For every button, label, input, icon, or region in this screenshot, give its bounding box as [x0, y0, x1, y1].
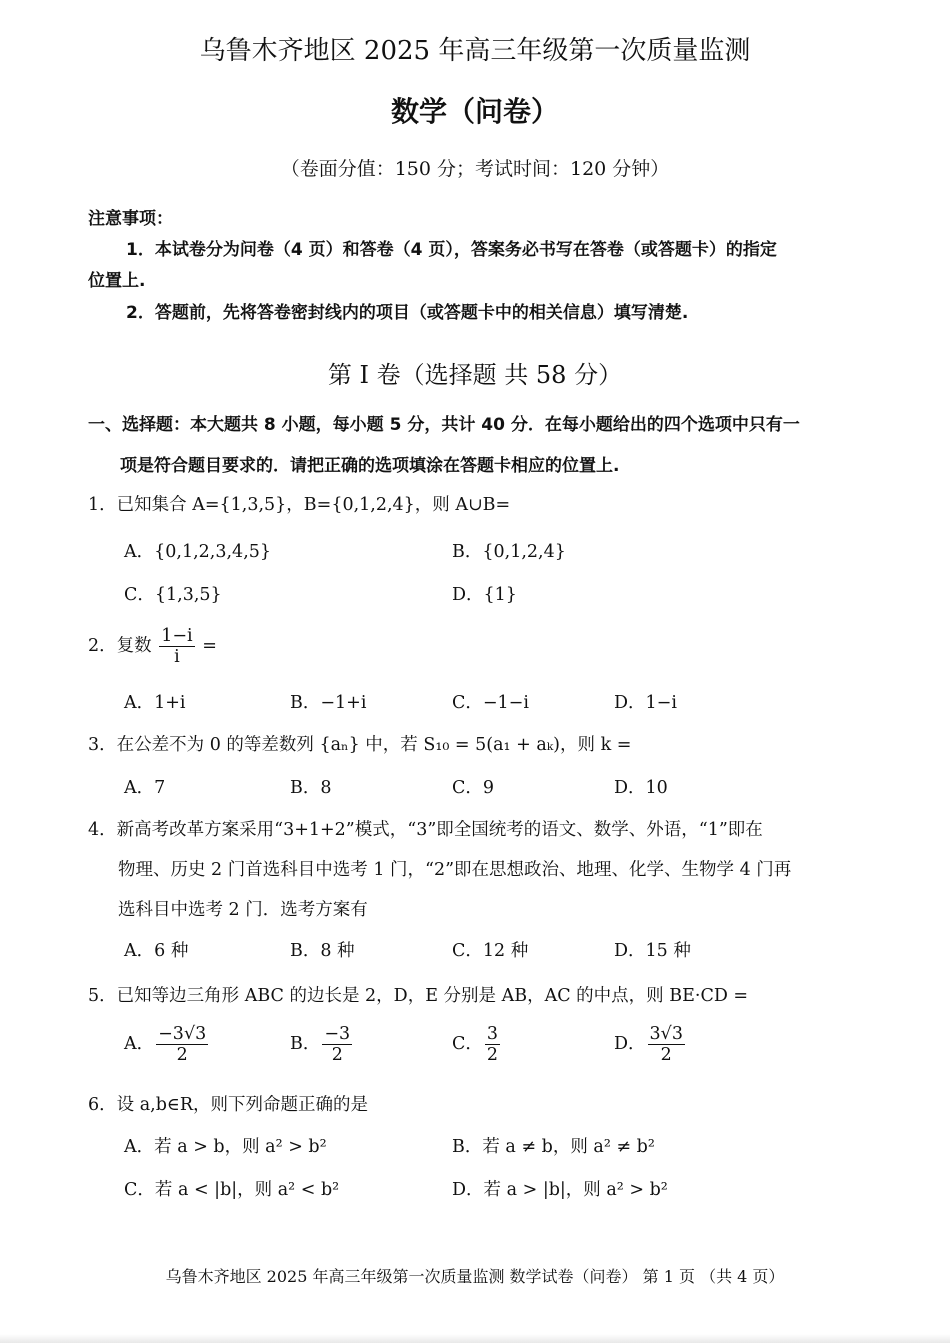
exam-title: 乌鲁木齐地区 2025 年高三年级第一次质量监测: [199, 36, 751, 66]
question-3-option-d: D．10: [614, 778, 668, 798]
question-5-option-b-label: B．: [290, 1034, 321, 1054]
question-5-option-d-label: D．: [614, 1034, 646, 1054]
question-2-option-b: B．−1+i: [290, 693, 367, 713]
question-2-fraction: [159, 626, 194, 667]
page-footer: 乌鲁木齐地区 2025 年高三年级第一次质量监测 数学试卷（问卷） 第 1 页 （共 4 页）: [165, 1267, 785, 1286]
question-1-stem: 1．已知集合 A={1,3,5}，B={0,1,2,4}，则 A∪B=: [88, 495, 511, 515]
notice-heading: 注意事项：: [88, 209, 173, 229]
question-2-denominator: i: [174, 647, 180, 667]
question-2-option-c: C．−1−i: [452, 693, 529, 713]
question-5-option-b: [290, 1024, 354, 1065]
question-4-stem-cont-2: 选科目中选考 2 门．选考方案有: [118, 900, 368, 920]
question-5-option-b-numerator: −3: [324, 1024, 351, 1044]
question-2-stem: [88, 626, 217, 667]
question-5-option-c-label: C．: [452, 1034, 483, 1054]
question-6-option-b: B．若 a ≠ b，则 a² ≠ b²: [452, 1137, 655, 1157]
question-5-option-c: [452, 1024, 502, 1065]
notice-item-1: 1．本试卷分为问卷（4 页）和答卷（4 页），答案务必书写在答卷（或答题卡）的指定: [126, 240, 777, 260]
question-2-suffix: =: [202, 636, 217, 656]
question-5-option-b-denominator: 2: [331, 1045, 343, 1065]
notice-item-1-cont: 位置上.: [88, 271, 146, 291]
question-5-stem: 5．已知等边三角形 ABC 的边长是 2，D，E 分别是 AB，AC 的中点，则 BE·CD =: [88, 986, 749, 1006]
question-5-option-d-fraction: [648, 1024, 685, 1065]
exam-meta: （卷面分值：150 分；考试时间：120 分钟）: [280, 158, 670, 180]
question-5-option-a: [124, 1024, 210, 1065]
question-4-stem-cont-1: 物理、历史 2 门首选科目中选考 1 门，“2”即在思想政治、地理、化学、生物学 4 门再: [118, 860, 792, 880]
question-5-option-c-numerator: 3: [486, 1024, 499, 1044]
question-5-option-a-fraction: [156, 1024, 208, 1065]
question-1-option-b: B．{0,1,2,4}: [452, 542, 566, 562]
question-5-option-b-fraction: [322, 1024, 352, 1065]
question-4-stem: 4．新高考改革方案采用“3+1+2”模式，“3”即全国统考的语文、数学、外语，“1”即在: [88, 820, 763, 840]
question-2-numerator: 1−i: [161, 626, 193, 646]
question-5-option-d-numerator: 3√3: [649, 1024, 683, 1044]
question-3-option-c: C．9: [452, 778, 495, 798]
question-5-option-d: [614, 1024, 687, 1065]
question-5-option-a-label: A．: [124, 1034, 155, 1054]
question-1-option-d: D．{1}: [452, 585, 517, 605]
question-5-option-a-denominator: 2: [176, 1045, 188, 1065]
question-1-option-a: A．{0,1,2,3,4,5}: [124, 542, 272, 562]
question-6-stem: 6．设 a,b∈R，则下列命题正确的是: [88, 1095, 369, 1115]
scan-edge-shadow: [0, 1334, 950, 1343]
question-1-option-c: C．{1,3,5}: [124, 585, 222, 605]
paper-subtitle: 数学（问卷）: [390, 95, 559, 128]
section-title: 第 I 卷（选择题 共 58 分）: [327, 361, 623, 389]
question-5-option-c-denominator: 2: [486, 1045, 499, 1065]
question-3-option-b: B．8: [290, 778, 332, 798]
question-6-option-a: A．若 a > b，则 a² > b²: [124, 1137, 327, 1157]
question-4-option-b: B．8 种: [290, 941, 355, 961]
question-5-option-a-numerator: −3√3: [158, 1024, 207, 1044]
question-4-option-d: D．15 种: [614, 941, 691, 961]
notice-item-2: 2．答题前，先将答卷密封线内的项目（或答题卡中的相关信息）填写清楚.: [126, 303, 689, 323]
question-6-option-d: D．若 a > |b|，则 a² > b²: [452, 1180, 668, 1200]
question-6-option-c: C．若 a < |b|，则 a² < b²: [124, 1180, 340, 1200]
section-instructions: 一、选择题：本大题共 8 小题，每小题 5 分，共计 40 分．在每小题给出的四个选项中只有一: [88, 415, 800, 435]
question-2-prefix: 2．复数: [88, 636, 152, 656]
question-3-option-a: A．7: [124, 778, 166, 798]
question-3-stem: 3．在公差不为 0 的等差数列 {aₙ} 中，若 S₁₀ = 5(a₁ + aₖ)，则 k =: [88, 735, 632, 755]
question-5-option-d-denominator: 2: [660, 1045, 672, 1065]
question-5-option-c-fraction: [485, 1024, 500, 1065]
question-4-option-c: C．12 种: [452, 941, 529, 961]
question-2-option-a: A．1+i: [124, 693, 186, 713]
section-instructions-cont: 项是符合题目要求的．请把正确的选项填涂在答题卡相应的位置上.: [120, 456, 620, 476]
question-4-option-a: A．6 种: [124, 941, 189, 961]
question-2-option-d: D．1−i: [614, 693, 677, 713]
